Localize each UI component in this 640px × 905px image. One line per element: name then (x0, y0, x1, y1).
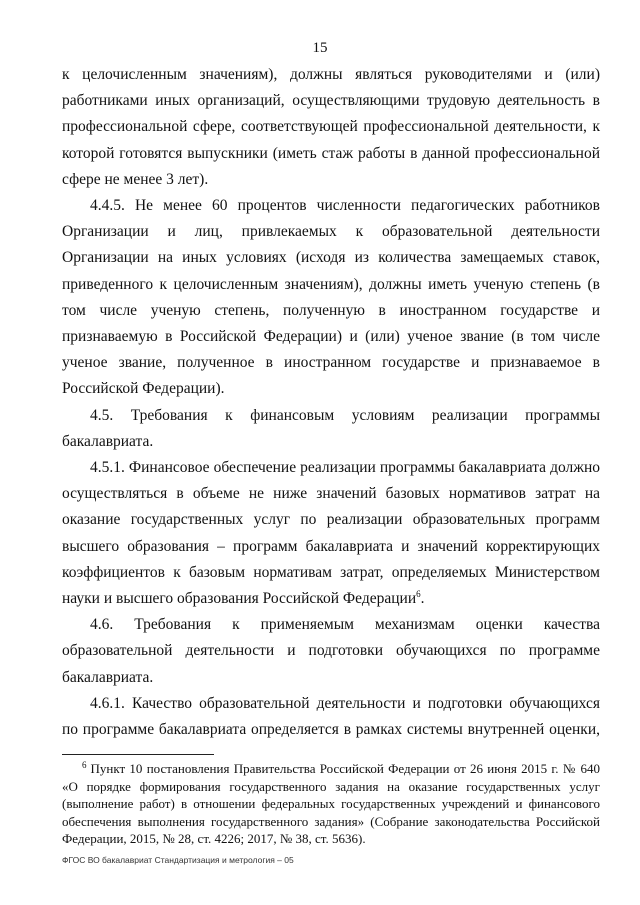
paragraph-continuation: к целочисленным значениям), должны являться руководителями и (или) работниками иных организаций, осуществляющими трудовую деятельность в профессиональной сфере, соответствующей профессиональной деятельности, к которой готовятся выпускники (иметь стаж работы в данной профессиональной сфере не менее 3 лет). (62, 66, 600, 188)
page-number: 15 (312, 40, 328, 56)
document-body (62, 62, 600, 743)
paragraph-4-6-1: 4.6.1. Качество образовательной деятельности и подготовки обучающихся по программе бакалавриата определяется в рамках системы внутренней оценки, (62, 694, 600, 739)
footnote (62, 760, 600, 848)
paragraph-4-4-5: 4.4.5. Не менее 60 процентов численности педагогических работников Организации и лиц, привлекаемых к образовательной деятельности Организации на иных условиях (исходя из количества замещаемых ставок, приведенного к целочисленным значениям), должны иметь ученую степень (в том числе ученую степень, полученную в иностранном государстве и признаваемую в Российской Федерации) и (или) ученое звание (в том числе ученое звание, полученное в иностранном государстве и признаваемое в Российской Федерации). (62, 197, 600, 398)
footnote-text: Пункт 10 постановления Правительства Российской Федерации от 26 июня 2015 г. № 640 «О порядке формирования государственного задания на оказание государственных услуг (выполнение работ) в отношении федеральных государственных учреждений и финансового обеспечения выполнения государственного задания» (Собрание законодательства Российской Федерации, 2015, № 28, ст. 4226; 2017, № 38, ст. 5636). (62, 761, 600, 846)
footnote-reference[interactable]: 6 (416, 588, 421, 599)
paragraph-4-5: 4.5. Требования к финансовым условиям реализации программы бакалавриата. (62, 406, 600, 450)
paragraph-4-5-1-text: 4.5.1. Финансовое обеспечение реализации программы бакалавриата должно осуществляться в объеме не ниже значений базовых нормативов затрат на оказание государственных услуг по реализации образовательных программ высшего образования – программ бакалавриата и значений корректирующих коэффициентов к базовым нормативам затрат, определяемых Министерством науки и высшего образования Российской Федерации (62, 459, 600, 608)
paragraph-4-6: 4.6. Требования к применяемым механизмам оценки качества образовательной деятельности и подготовки обучающихся по программе бакалавриата. (62, 616, 600, 686)
page-footer: ФГОС ВО бакалавриат Стандартизация и метрология – 05 (62, 855, 294, 865)
paragraph-4-5-1: 4.5.1. Финансовое обеспечение реализации программы бакалавриата должно осуществляться в объеме не ниже значений базовых нормативов затрат на оказание государственных услуг по реализации образовательных программ высшего образования – программ бакалавриата и значений корректирующих коэффициентов к базовым нормативам затрат, определяемых Министерством науки и высшего образования Российской Федерации$^6$. (62, 459, 600, 608)
footnote-mark: 6 (82, 759, 87, 770)
footnote-separator (62, 754, 214, 755)
